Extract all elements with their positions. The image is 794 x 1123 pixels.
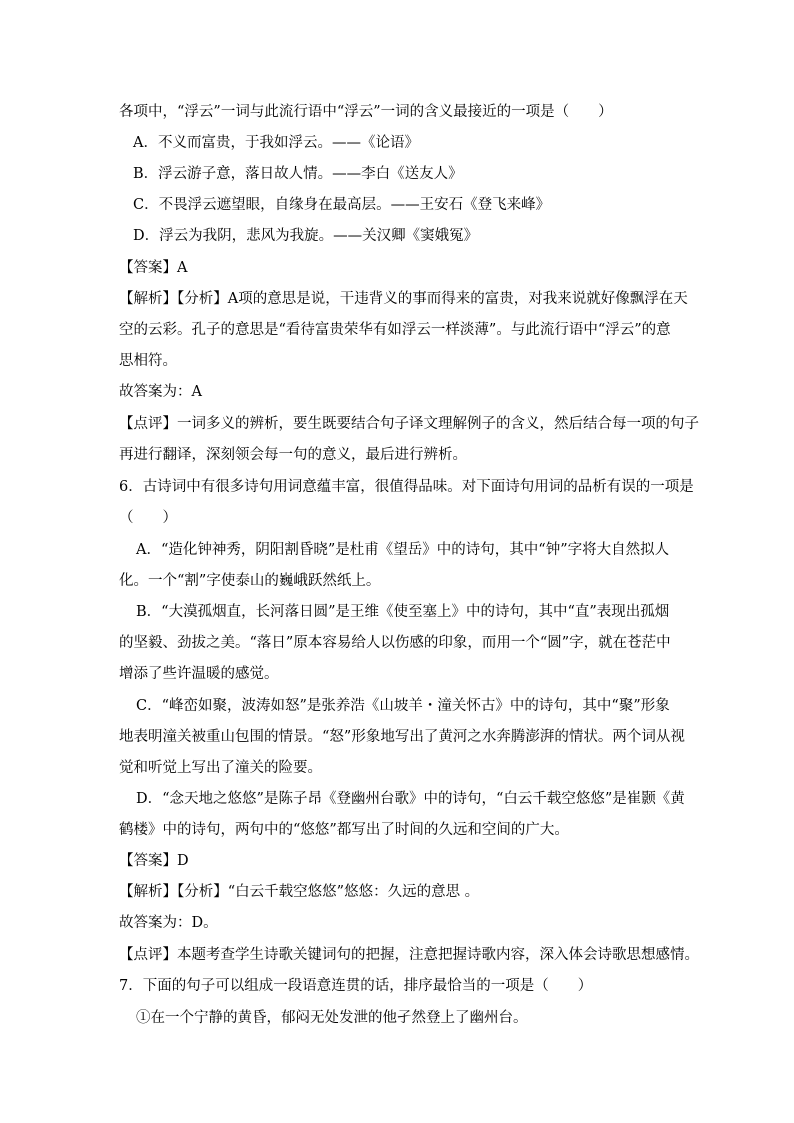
analysis-line: 【解析】【分析】A项的意思是说，干违背义的事而得来的富贵，对我来说就好像飘浮在天 — [119, 291, 688, 307]
answer-line: 【答案】A — [119, 260, 188, 276]
analysis-line: 思相符。 — [119, 353, 177, 369]
option-c-cont: 地表明潼关被重山包围的情景。“怒”形象地写出了黄河之水奔腾澎湃的情状。两个词从视 — [119, 729, 685, 745]
option-c: C．“峰峦如聚，波涛如怒”是张养浩《山坡羊・潼关怀古》中的诗句，其中“聚”形象 — [136, 698, 670, 714]
option-b-cont: 的坚毅、劲拔之美。“落日”原本容易给人以伤感的印象，而用一个“圆”字，就在苍茫中 — [119, 635, 671, 651]
option-b: B．浮云游子意，落日故人情。——李白《送友人》 — [133, 166, 463, 182]
option-d-cont: 鹤楼》中的诗句，两句中的“悠悠”都写出了时间的久远和空间的广大。 — [119, 822, 569, 838]
question-7-stem: 7．下面的句子可以组成一段语意连贯的话，排序最恰当的一项是（ ） — [119, 978, 593, 994]
option-d: D．“念天地之悠悠”是陈子昂《登幽州台歌》中的诗句，“白云千载空悠悠”是崔颢《黄 — [136, 791, 685, 807]
final-answer-line: 故答案为：A — [119, 384, 202, 400]
option-c-cont: 觉和听觉上写出了潼关的险要。 — [119, 760, 322, 776]
option-a: A．“造化钟神秀，阴阳割昏晓”是杜甫《望岳》中的诗句，其中“钟”字将大自然拟人 — [136, 542, 670, 558]
option-c: C．不畏浮云遮望眼，自缘身在最高层。——王安石《登飞来峰》 — [133, 197, 551, 213]
comment-line: 再进行翻译，深刻领会每一句的意义，最后进行辨析。 — [119, 447, 467, 463]
analysis-line: 空的云彩。孔子的意思是“看待富贵荣华有如浮云一样淡薄”。与此流行语中“浮云”的意 — [119, 322, 671, 338]
option-a-cont: 化。一个“割”字使泰山的巍峨跃然纸上。 — [119, 573, 381, 589]
option-a: A．不义而富贵，于我如浮云。——《论语》 — [133, 135, 419, 151]
option-b-cont: 增添了些许温暖的感觉。 — [119, 666, 279, 682]
final-answer-line: 故答案为：D。 — [119, 915, 218, 931]
analysis-line: 【解析】【分析】“白云千载空悠悠”悠悠：久远的意思 。 — [119, 884, 480, 900]
question-stem-line: 各项中，“浮云”一词与此流行语中“浮云”一词的含义最接近的一项是（ ） — [119, 104, 613, 120]
question-6-stem: （ ） — [119, 510, 177, 526]
answer-line: 【答案】D — [119, 853, 189, 869]
question-6-stem: 6．古诗词中有很多诗句用词意蕴丰富，很值得品味。对下面诗句用词的品析有误的一项是 — [119, 479, 694, 495]
sentence-1: ①在一个宁静的黄昏，郁闷无处发泄的他孑然登上了幽州台。 — [136, 1010, 528, 1026]
comment-line: 【点评】本题考查学生诗歌关键词句的把握，注意把握诗歌内容，深入体会诗歌思想感情。 — [119, 947, 699, 963]
comment-line: 【点评】一词多义的辨析，要生既要结合句子译文理解例子的含义，然后结合每一项的句子 — [119, 416, 699, 432]
option-d: D．浮云为我阴，悲风为我旋。——关汉卿《窦娥冤》 — [133, 228, 479, 244]
option-b: B．“大漠孤烟直，长河落日圆”是王维《使至塞上》中的诗句，其中“直”表现出孤烟 — [136, 604, 670, 620]
